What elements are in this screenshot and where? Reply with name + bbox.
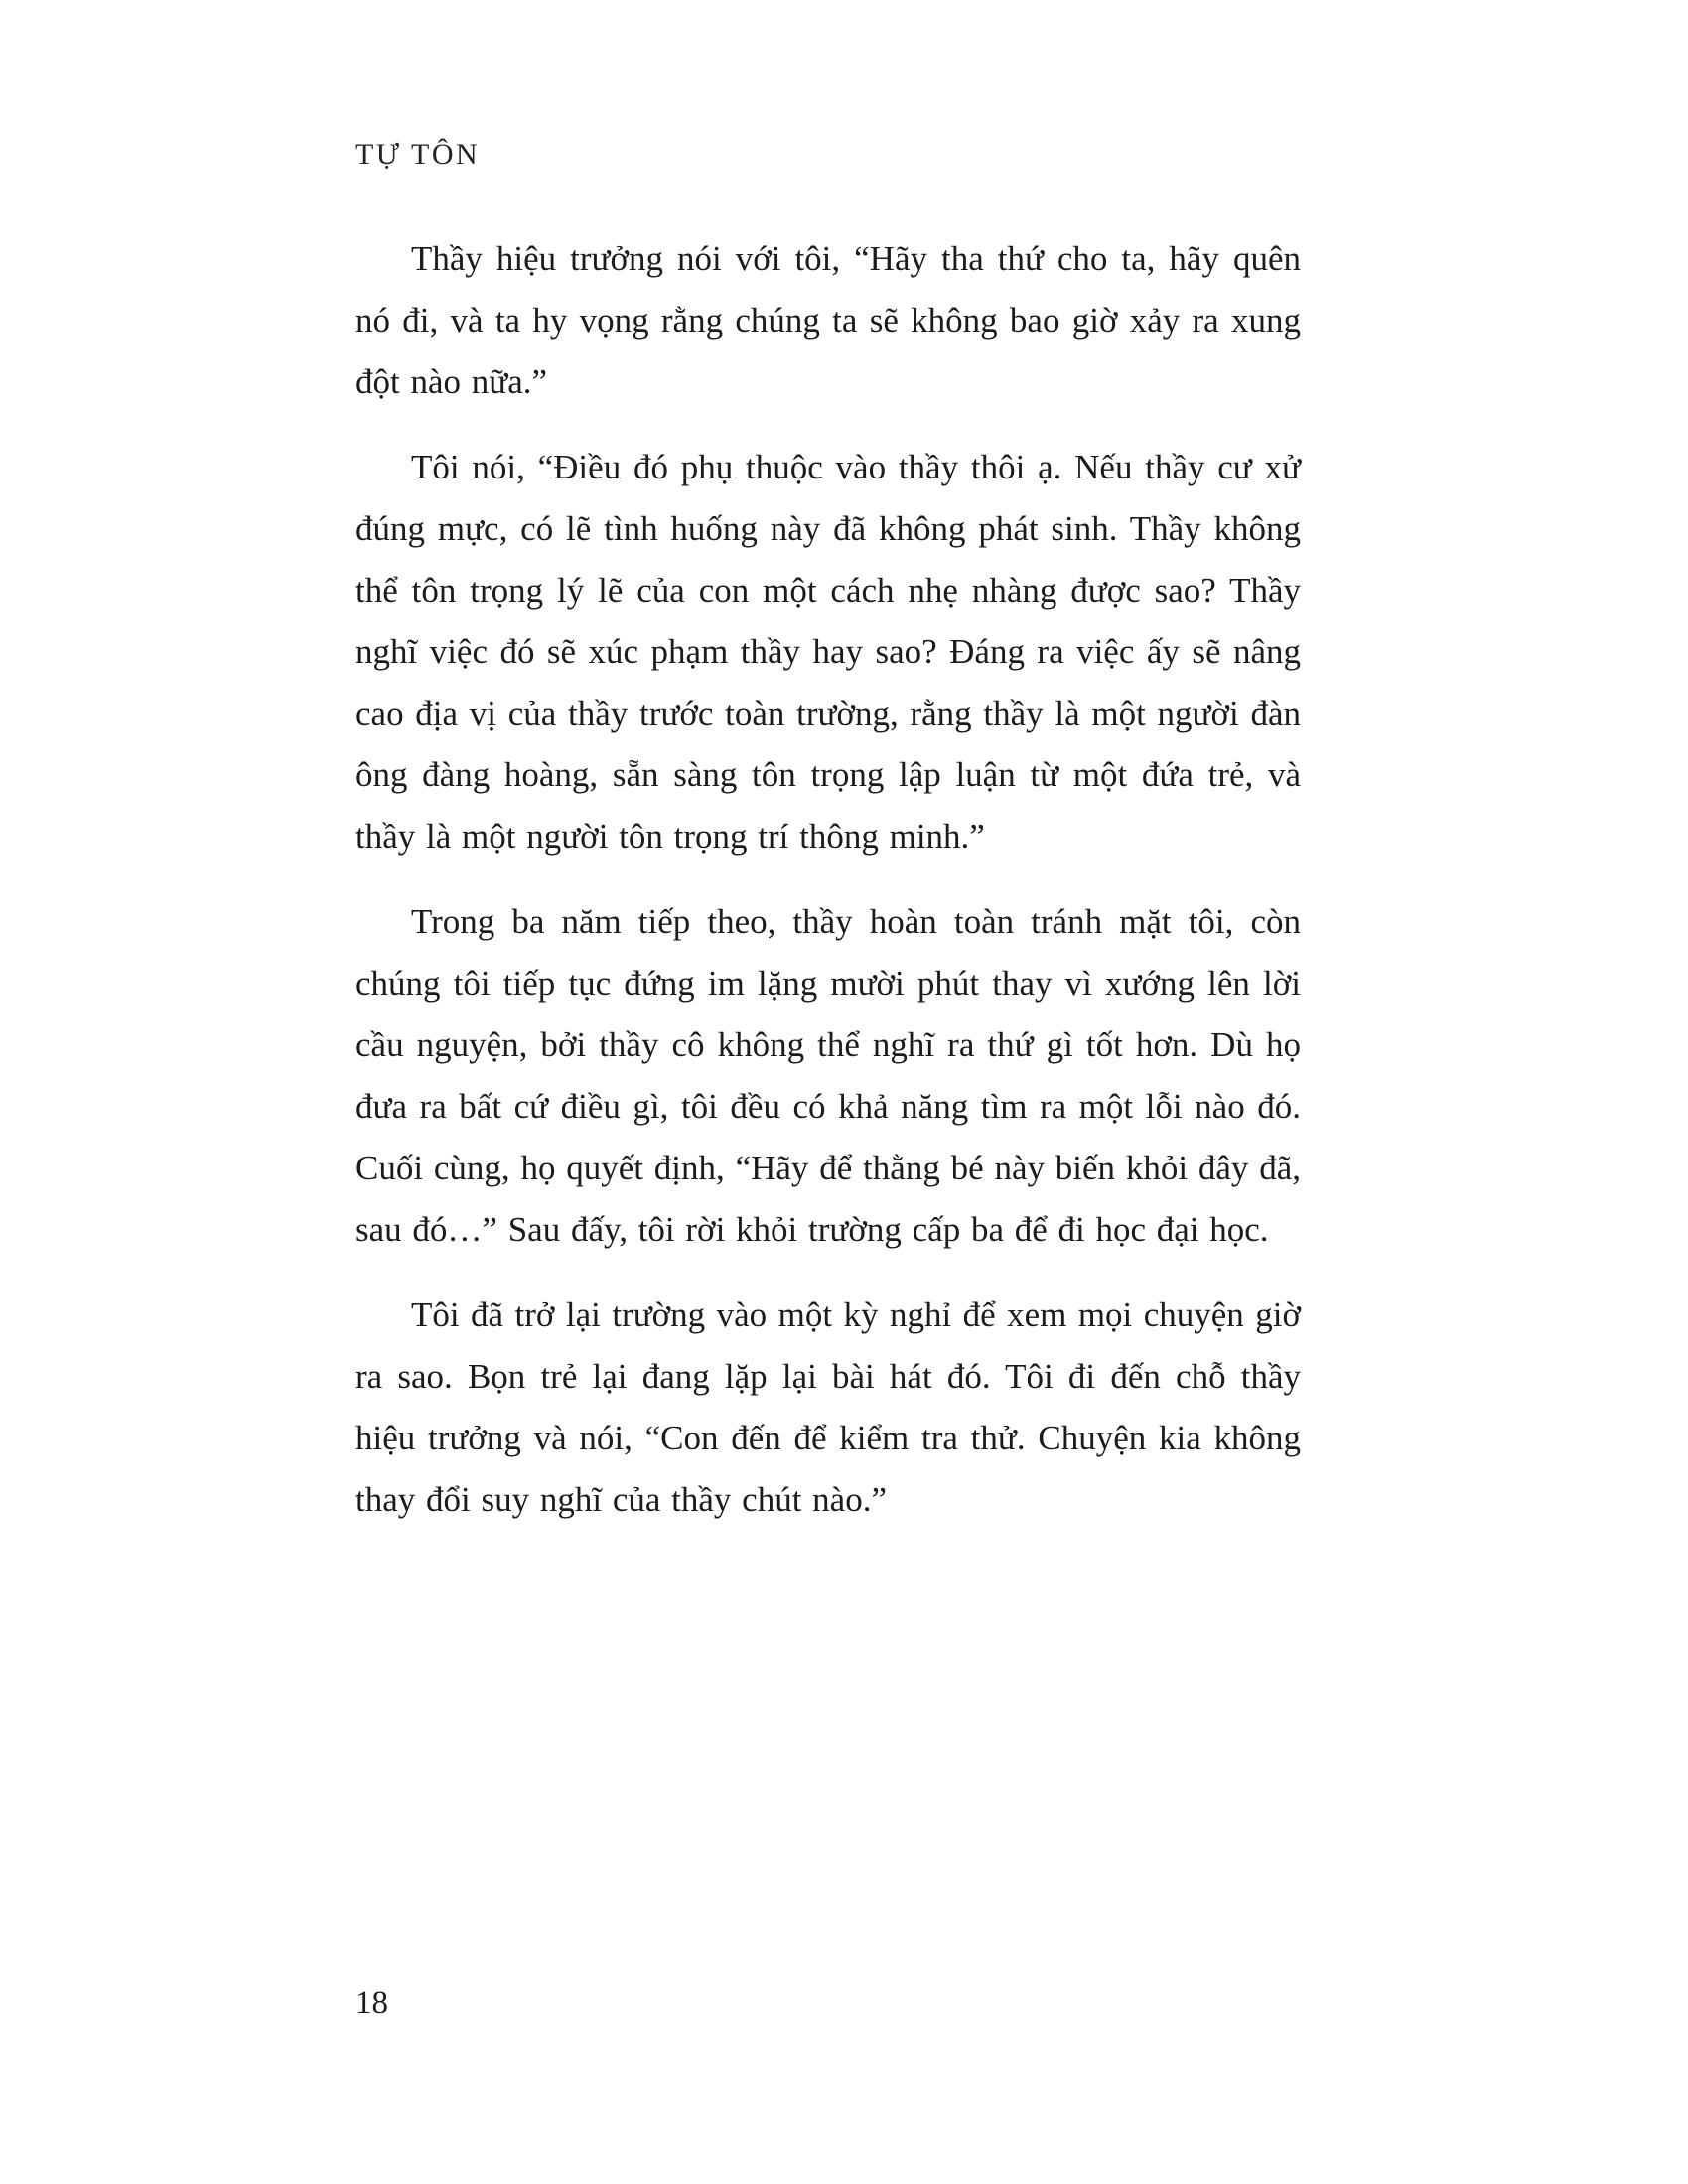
- body-text: [355, 228, 1301, 1555]
- paragraph: Tôi nói, “Điều đó phụ thuộc vào thầy thôi ạ. Nếu thầy cư xử đúng mực, có lẽ tình huống này đã không phát sinh. Thầy không thể tôn trọng lý lẽ của con một cách nhẹ nhàng được sao? Thầy nghĩ việc đó sẽ xúc phạm thầy hay sao? Đáng ra việc ấy sẽ nâng cao địa vị của thầy trước toàn trường, rằng thầy là một người đàn ông đàng hoàng, sẵn sàng tôn trọng lập luận từ một đứa trẻ, và thầy là một người tôn trọng trí thông minh.”: [355, 448, 1301, 856]
- paragraph: Tôi đã trở lại trường vào một kỳ nghỉ để xem mọi chuyện giờ ra sao. Bọn trẻ lại đang lặp lại bài hát đó. Tôi đi đến chỗ thầy hiệu trưởng và nói, “Con đến để kiểm tra thử. Chuyện kia không thay đổi suy nghĩ của thầy chút nào.”: [355, 1296, 1301, 1519]
- page-title: TỰ TÔN: [355, 138, 481, 171]
- page-number: 18: [355, 1985, 388, 2021]
- paragraph: Trong ba năm tiếp theo, thầy hoàn toàn tránh mặt tôi, còn chúng tôi tiếp tục đứng im lặng mười phút thay vì xướng lên lời cầu nguyện, bởi thầy cô không thể nghĩ ra thứ gì tốt hơn. Dù họ đưa ra bất cứ điều gì, tôi đều có khả năng tìm ra một lỗi nào đó. Cuối cùng, họ quyết định, “Hãy để thằng bé này biến khỏi đây đã, sau đó…” Sau đấy, tôi rời khỏi trường cấp ba để đi học đại học.: [355, 902, 1301, 1249]
- paragraph: Thầy hiệu trưởng nói với tôi, “Hãy tha thứ cho ta, hãy quên nó đi, và ta hy vọng rằng chúng ta sẽ không bao giờ xảy ra xung đột nào nữa.”: [355, 239, 1301, 401]
